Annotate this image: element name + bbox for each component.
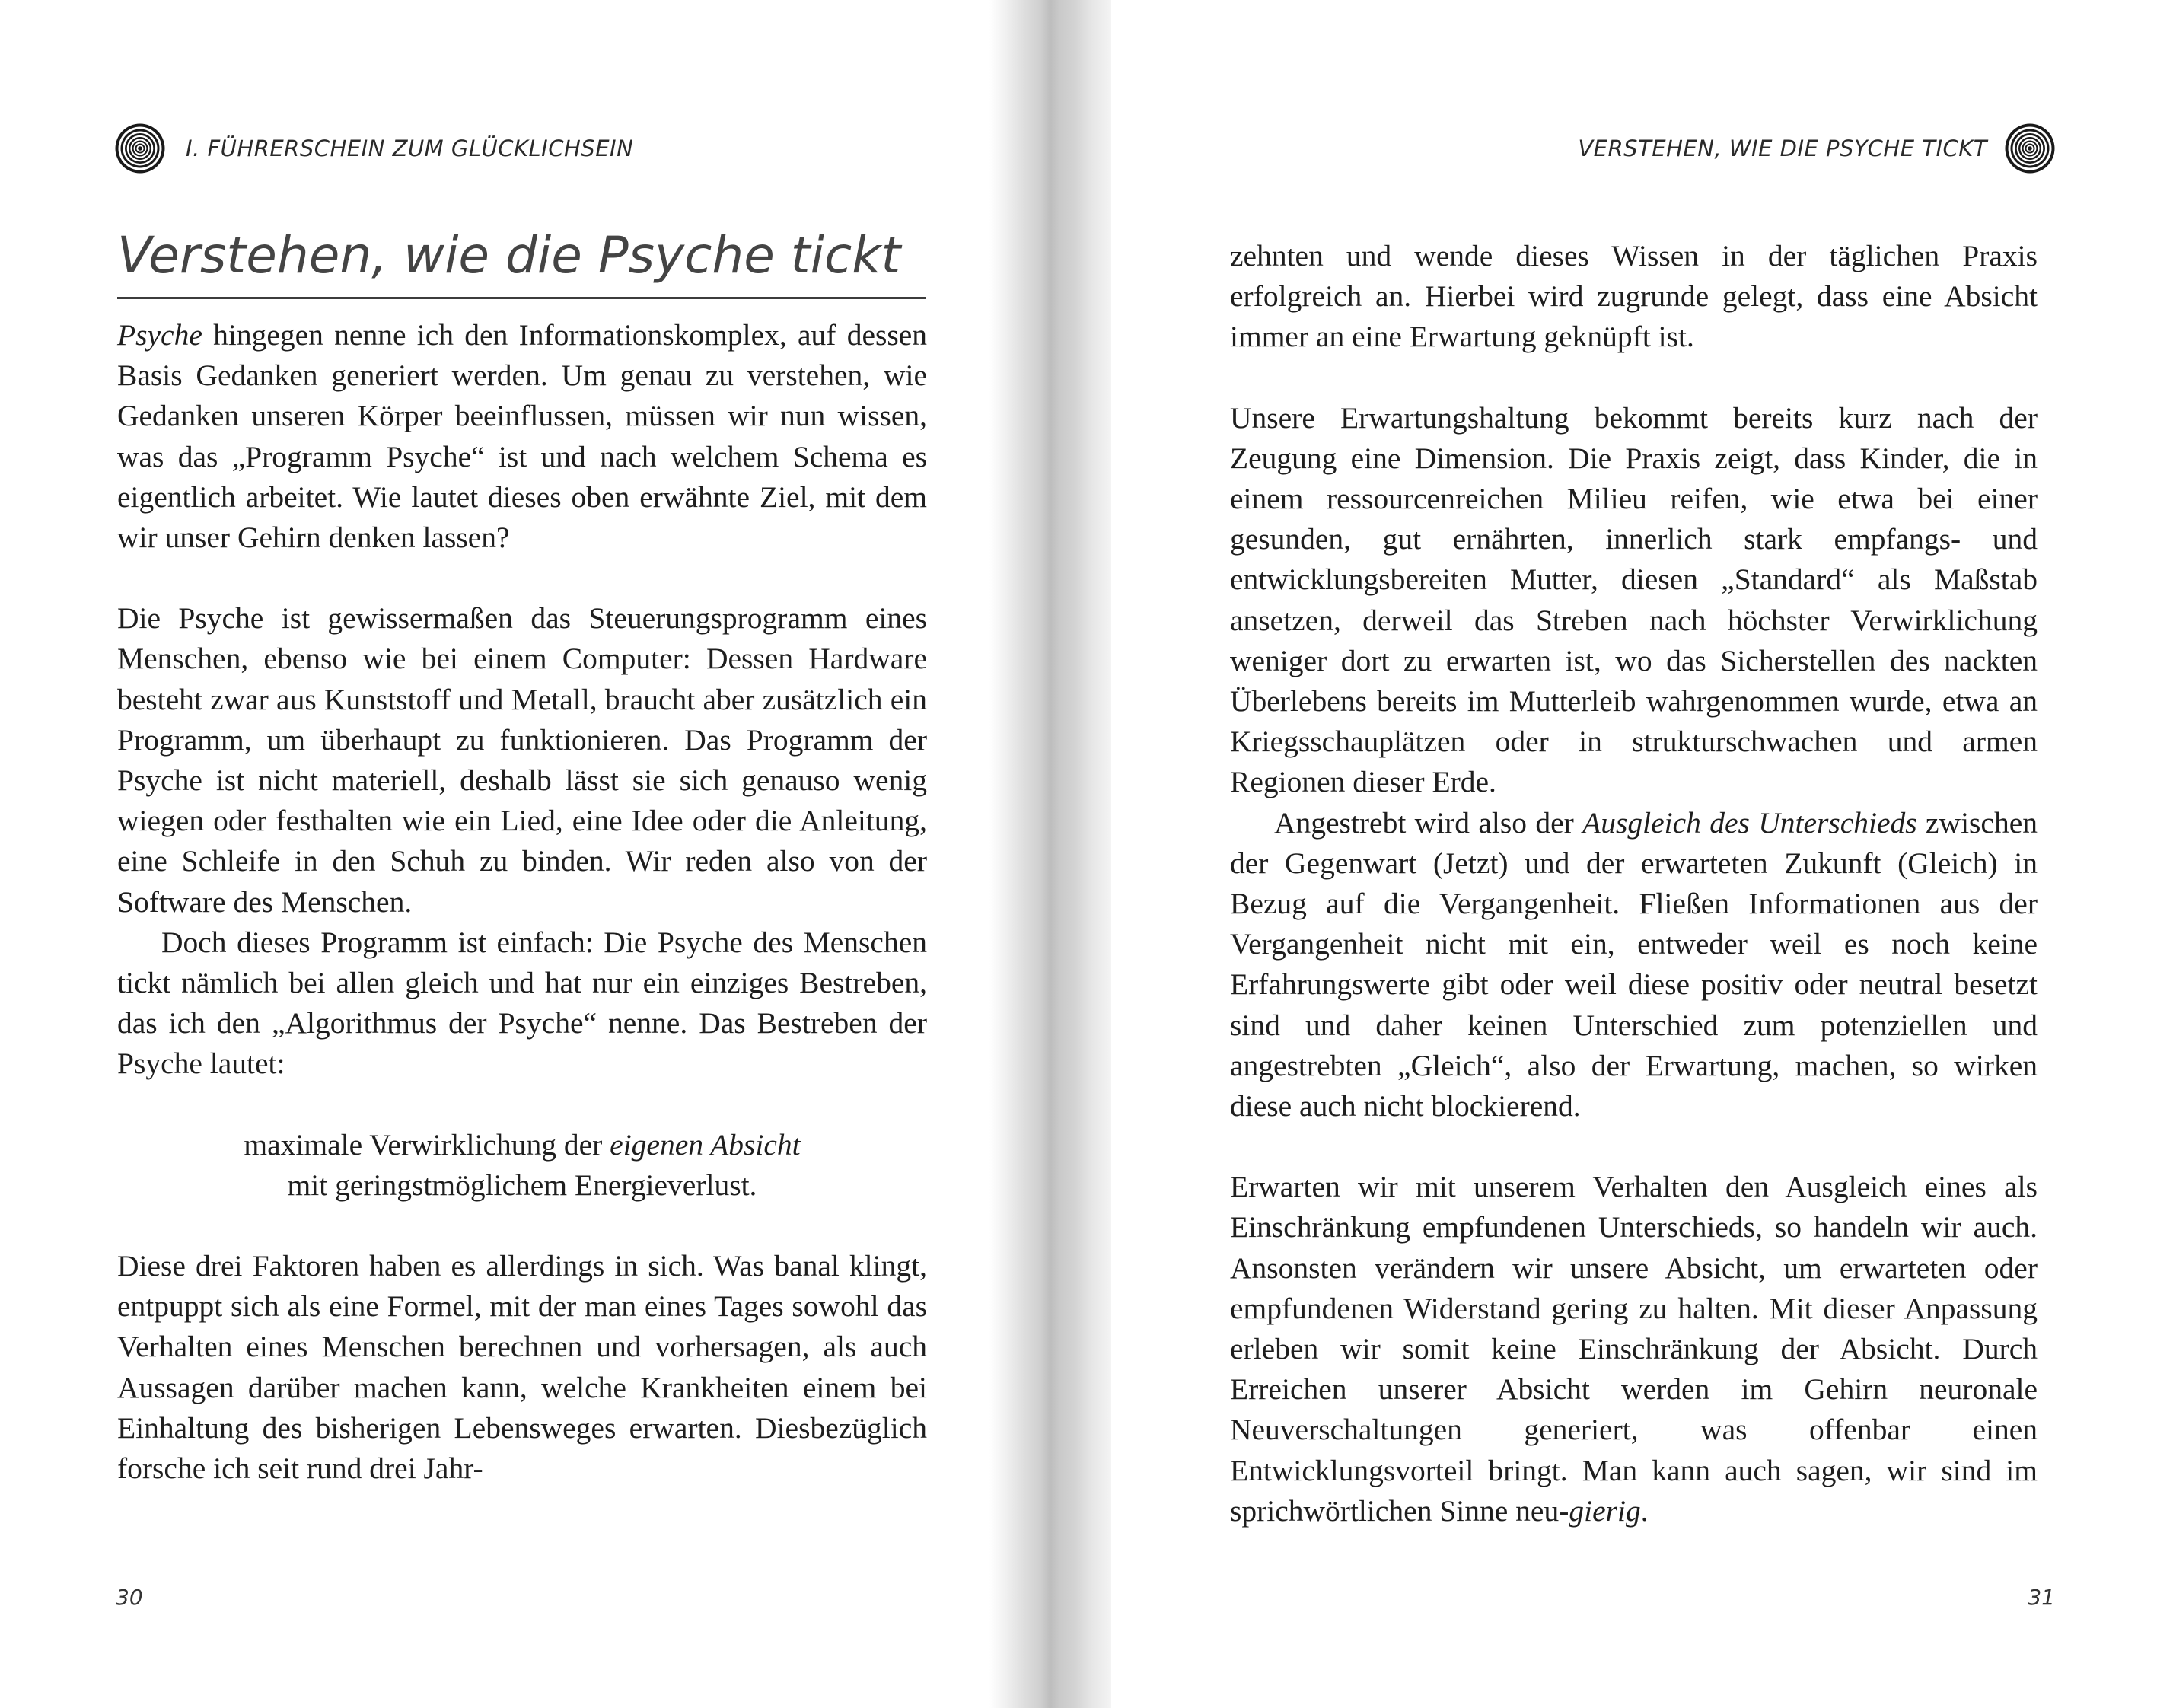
left-body-text xyxy=(117,315,927,1489)
left-running-head xyxy=(114,122,633,175)
paragraph xyxy=(1230,803,2038,1127)
paragraph: Die Psyche ist gewissermaßen das Steuerungsprogramm eines Menschen, ebenso wie bei einem Computer: Dessen Hardware besteht zwar aus Kunststoff und Metall, braucht aber zusätzlich ein Programm, um überhaupt zu funktionieren. Das Programm der Psyche ist nicht materiell, deshalb lässt sie sich genauso wenig wiegen oder festhalten wie ein Lied, eine Idee oder die Anleitung, eine Schleife in den Schuh zu binden. Wir reden also von der Software des Menschen. xyxy=(117,601,927,919)
paragraph: Doch dieses Programm ist einfach: Die Psyche des Menschen tickt nämlich bei allen gleich und hat nur ein einziges Bestreben, das ich den „Algorithmus der Psyche“ nenne. Das Bestreben der Psyche lautet: xyxy=(117,925,927,1081)
concentric-circles-icon xyxy=(2004,123,2056,174)
page-number: 30 xyxy=(116,1585,143,1610)
algorithm-formula xyxy=(117,1125,927,1206)
page-number: 31 xyxy=(2028,1585,2055,1610)
right-running-head xyxy=(1578,122,2056,175)
italic-term: Psyche xyxy=(117,318,202,352)
paragraph xyxy=(117,315,927,558)
paragraph: Unsere Erwartungshaltung bekommt bereits kurz nach der Zeugung eine Dimension. Die Praxis zeigt, dass Kinder, die in einem ressourcenreichen Milieu reifen, wie etwa bei einer gesunden, gut ernährten, innerlich stark empfangs- und entwicklungsbereiten Mutter, diesen „Standard“ als Maßstab ansetzen, derweil das Streben nach höchster Verwirklichung weniger dort zu erwarten ist, wo das Sicherstellen des nackten Überlebens bereits im Mutterleib wahrgenommen wurde, etwa an Kriegsschauplätzen oder in strukturschwachen und armen Regionen dieser Erde. xyxy=(1230,400,2038,799)
chapter-title: Verstehen, wie die Psyche tickt xyxy=(117,224,926,299)
formula-text: maximale Verwirklichung der xyxy=(244,1127,610,1162)
paragraph-text: Erwarten wir mit unserem Verhalten den Ausgleich eines als Einschränkung empfundenen Unterschieds, so handeln wir auch. Ansonsten verändern wir unsere Absicht, um erwarteten oder empfundenen Widerstand gering zu halten. Mit dieser Anpassung erleben wir somit keine Einschränkung der Absicht. Durch Erreichen unserer Absicht werden im Gehirn neuronale Neuverschaltungen generiert, was offenbar einen Entwicklungsvorteil bringt. Man kann auch sagen, wir sind im sprichwörtlichen Sinne neu- xyxy=(1230,1170,2038,1528)
concentric-circles-icon xyxy=(114,123,166,174)
right-body-text xyxy=(1230,236,2038,1531)
italic-term: Ausgleich des Unterschieds xyxy=(1582,805,1917,840)
paragraph-text: . xyxy=(1640,1493,1649,1528)
paragraph-text: zwischen der Gegenwart (Jetzt) und der erwarteten Zukunft (Gleich) in Bezug auf die Vergangenheit. Fließen Informationen aus der Vergangenheit nicht mit ein, entweder weil es noch keine Erfahrungswerte gibt oder weil diese positiv oder neutral besetzt sind und daher keinen Unterschied zum potenziellen und angestrebten „Gleich“, also der Erwartung, machen, so wirken diese auch nicht blockierend. xyxy=(1230,805,2038,1123)
formula-line-2: mit geringstmöglichem Energieverlust. xyxy=(287,1168,757,1202)
formula-line-1 xyxy=(117,1125,927,1165)
left-page xyxy=(0,0,989,1708)
book-gutter-shadow xyxy=(989,0,1111,1708)
paragraph xyxy=(1230,1167,2038,1531)
formula-italic: eigenen Absicht xyxy=(610,1127,801,1162)
paragraph-text: Angestrebt wird also der xyxy=(1274,805,1583,840)
italic-term: gierig xyxy=(1569,1493,1641,1528)
paragraph-text: hingegen nenne ich den Informationskomplex, auf dessen Basis Gedanken generiert werden. Um genau zu verstehen, wie Gedanken unseren Körper beeinflussen, müssen wir nun wissen, was das „Programm Psyche“ ist und nach welchem Schema es eigentlich arbeitet. Wie lautet dieses oben erwähnte Ziel, mit dem wir unser Gehirn denken lassen? xyxy=(117,318,927,555)
paragraph: Diese drei Faktoren haben es allerdings in sich. Was banal klingt, entpuppt sich als eine Formel, mit der man eines Tages sowohl das Verhalten eines Menschen berechnen und vorhersagen, als auch Aussagen darüber machen kann, welche Krankheiten einem bei Einhaltung des bisherigen Lebensweges erwarten. Diesbezüglich forsche ich seit rund drei Jahr- xyxy=(117,1249,927,1486)
right-page xyxy=(1111,0,2157,1708)
paragraph: zehnten und wende dieses Wissen in der täglichen Praxis erfolgreich an. Hierbei wird zugrunde gelegt, dass eine Absicht immer an eine Erwartung geknüpft ist. xyxy=(1230,239,2038,354)
running-head-text: I. FÜHRERSCHEIN ZUM GLÜCKLICHSEIN xyxy=(186,135,634,161)
running-head-text: VERSTEHEN, WIE DIE PSYCHE TICKT xyxy=(1578,135,1987,161)
